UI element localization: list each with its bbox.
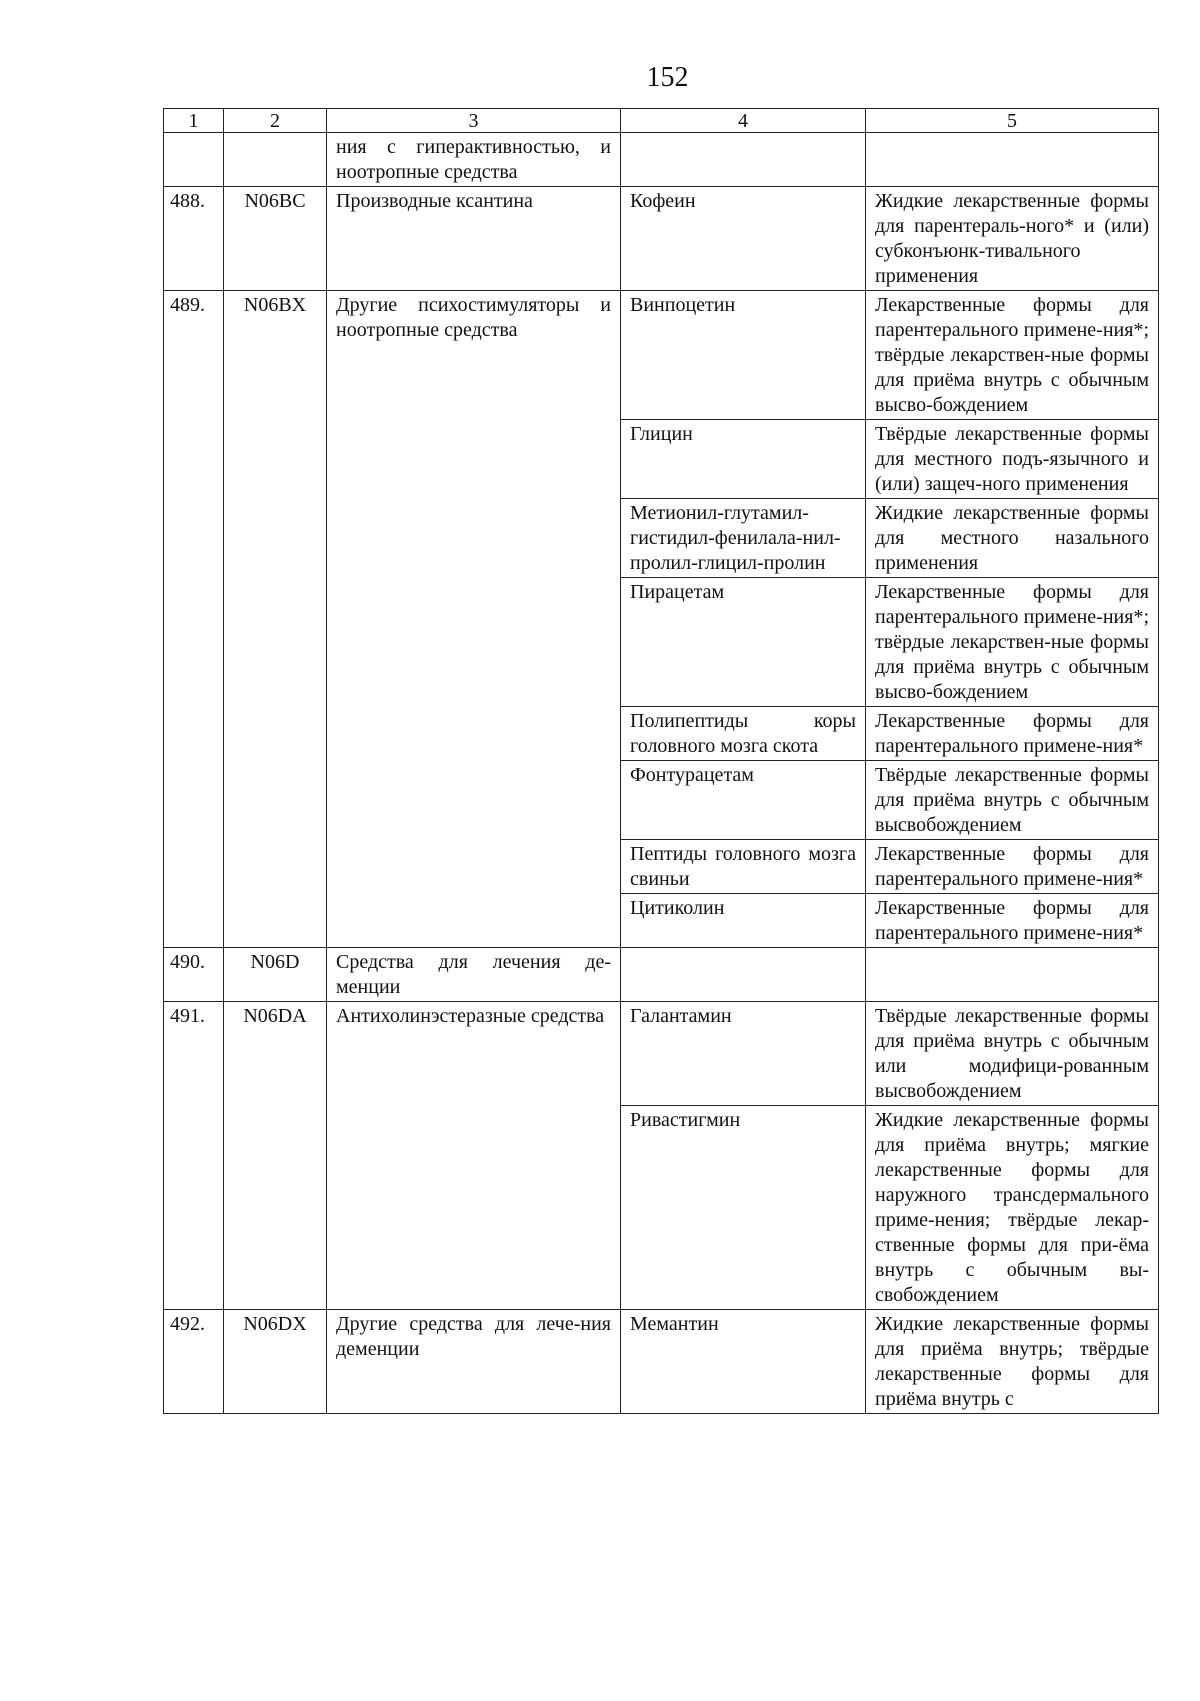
atc-code: N06BX <box>224 291 327 948</box>
drug-name: Винпоцетин <box>621 291 866 420</box>
dosage-form: Твёрдые лекарственные формы для приёма внутрь с обычным высвобождением <box>866 761 1159 840</box>
table-row <box>164 948 1159 1002</box>
continuation-code <box>224 133 327 187</box>
continuation-drug <box>621 133 866 187</box>
row-number: 491. <box>164 1002 224 1310</box>
header-col-3: 3 <box>327 109 621 133</box>
group-name: Антихолинэстеразные средства <box>327 1002 621 1310</box>
dosage-form <box>866 948 1159 1002</box>
continuation-form <box>866 133 1159 187</box>
table-body <box>164 133 1159 1414</box>
group-name: Другие средства для лече-ния деменции <box>327 1310 621 1414</box>
drug-name: Полипептиды коры головного мозга скота <box>621 707 866 761</box>
atc-code: N06D <box>224 948 327 1002</box>
dosage-form: Лекарственные формы для парентерального примене-ния*; твёрдые лекарствен-ные формы для приёма внутрь с обычным высво-бождением <box>866 578 1159 707</box>
table-header <box>164 109 1159 133</box>
drug-name: Цитиколин <box>621 894 866 948</box>
dosage-form: Лекарственные формы для парентерального примене-ния* <box>866 840 1159 894</box>
group-name: Другие психостимуляторы и ноотропные средства <box>327 291 621 948</box>
dosage-form: Жидкие лекарственные формы для парентераль-ного* и (или) субконъюнк-тивального применения <box>866 187 1159 291</box>
header-row <box>164 109 1159 133</box>
group-name: Средства для лечения де-менции <box>327 948 621 1002</box>
header-col-5: 5 <box>866 109 1159 133</box>
atc-code: N06DA <box>224 1002 327 1310</box>
header-col-1: 1 <box>164 109 224 133</box>
dosage-form: Лекарственные формы для парентерального примене-ния* <box>866 894 1159 948</box>
row-number: 488. <box>164 187 224 291</box>
row-number: 492. <box>164 1310 224 1414</box>
page-number: 152 <box>646 62 689 93</box>
dosage-form: Лекарственные формы для парентерального примене-ния* <box>866 707 1159 761</box>
continuation-row <box>164 133 1159 187</box>
drug-table <box>163 108 1159 1414</box>
atc-code: N06DX <box>224 1310 327 1414</box>
drug-name <box>621 948 866 1002</box>
drug-name: Галантамин <box>621 1002 866 1106</box>
table-row <box>164 187 1159 291</box>
atc-code: N06BC <box>224 187 327 291</box>
drug-name: Пирацетам <box>621 578 866 707</box>
drug-name: Мемантин <box>621 1310 866 1414</box>
row-number: 489. <box>164 291 224 948</box>
dosage-form: Твёрдые лекарственные формы для местного подъ-язычного и (или) защеч-ного применения <box>866 420 1159 499</box>
dosage-form: Жидкие лекарственные формы для приёма внутрь; мягкие лекарственные формы для наружного трансдермального приме-нения; твёрдые лекар-ственные формы для при-ёма внутрь с обычным вы-свобождением <box>866 1106 1159 1310</box>
drug-name: Ривастигмин <box>621 1106 866 1310</box>
drug-name: Метионил-глутамил-гистидил-фенилала-нил-пролил-глицил-пролин <box>621 499 866 578</box>
table-row <box>164 1310 1159 1414</box>
table-row <box>164 291 1159 420</box>
group-name: Производные ксантина <box>327 187 621 291</box>
dosage-form: Твёрдые лекарственные формы для приёма внутрь с обычным или модифици-рованным высвобождением <box>866 1002 1159 1106</box>
continuation-num <box>164 133 224 187</box>
header-col-4: 4 <box>621 109 866 133</box>
drug-name: Глицин <box>621 420 866 499</box>
row-number: 490. <box>164 948 224 1002</box>
drug-name: Фонтурацетам <box>621 761 866 840</box>
drug-name: Пептиды головного мозга свиньи <box>621 840 866 894</box>
dosage-form: Жидкие лекарственные формы для приёма внутрь; твёрдые лекарственные формы для приёма внутрь с <box>866 1310 1159 1414</box>
continuation-group: ния с гиперактивностью, и ноотропные средства <box>327 133 621 187</box>
drug-name: Кофеин <box>621 187 866 291</box>
header-col-2: 2 <box>224 109 327 133</box>
dosage-form: Лекарственные формы для парентерального примене-ния*; твёрдые лекарствен-ные формы для приёма внутрь с обычным высво-бождением <box>866 291 1159 420</box>
table-row <box>164 1002 1159 1106</box>
dosage-form: Жидкие лекарственные формы для местного назального применения <box>866 499 1159 578</box>
